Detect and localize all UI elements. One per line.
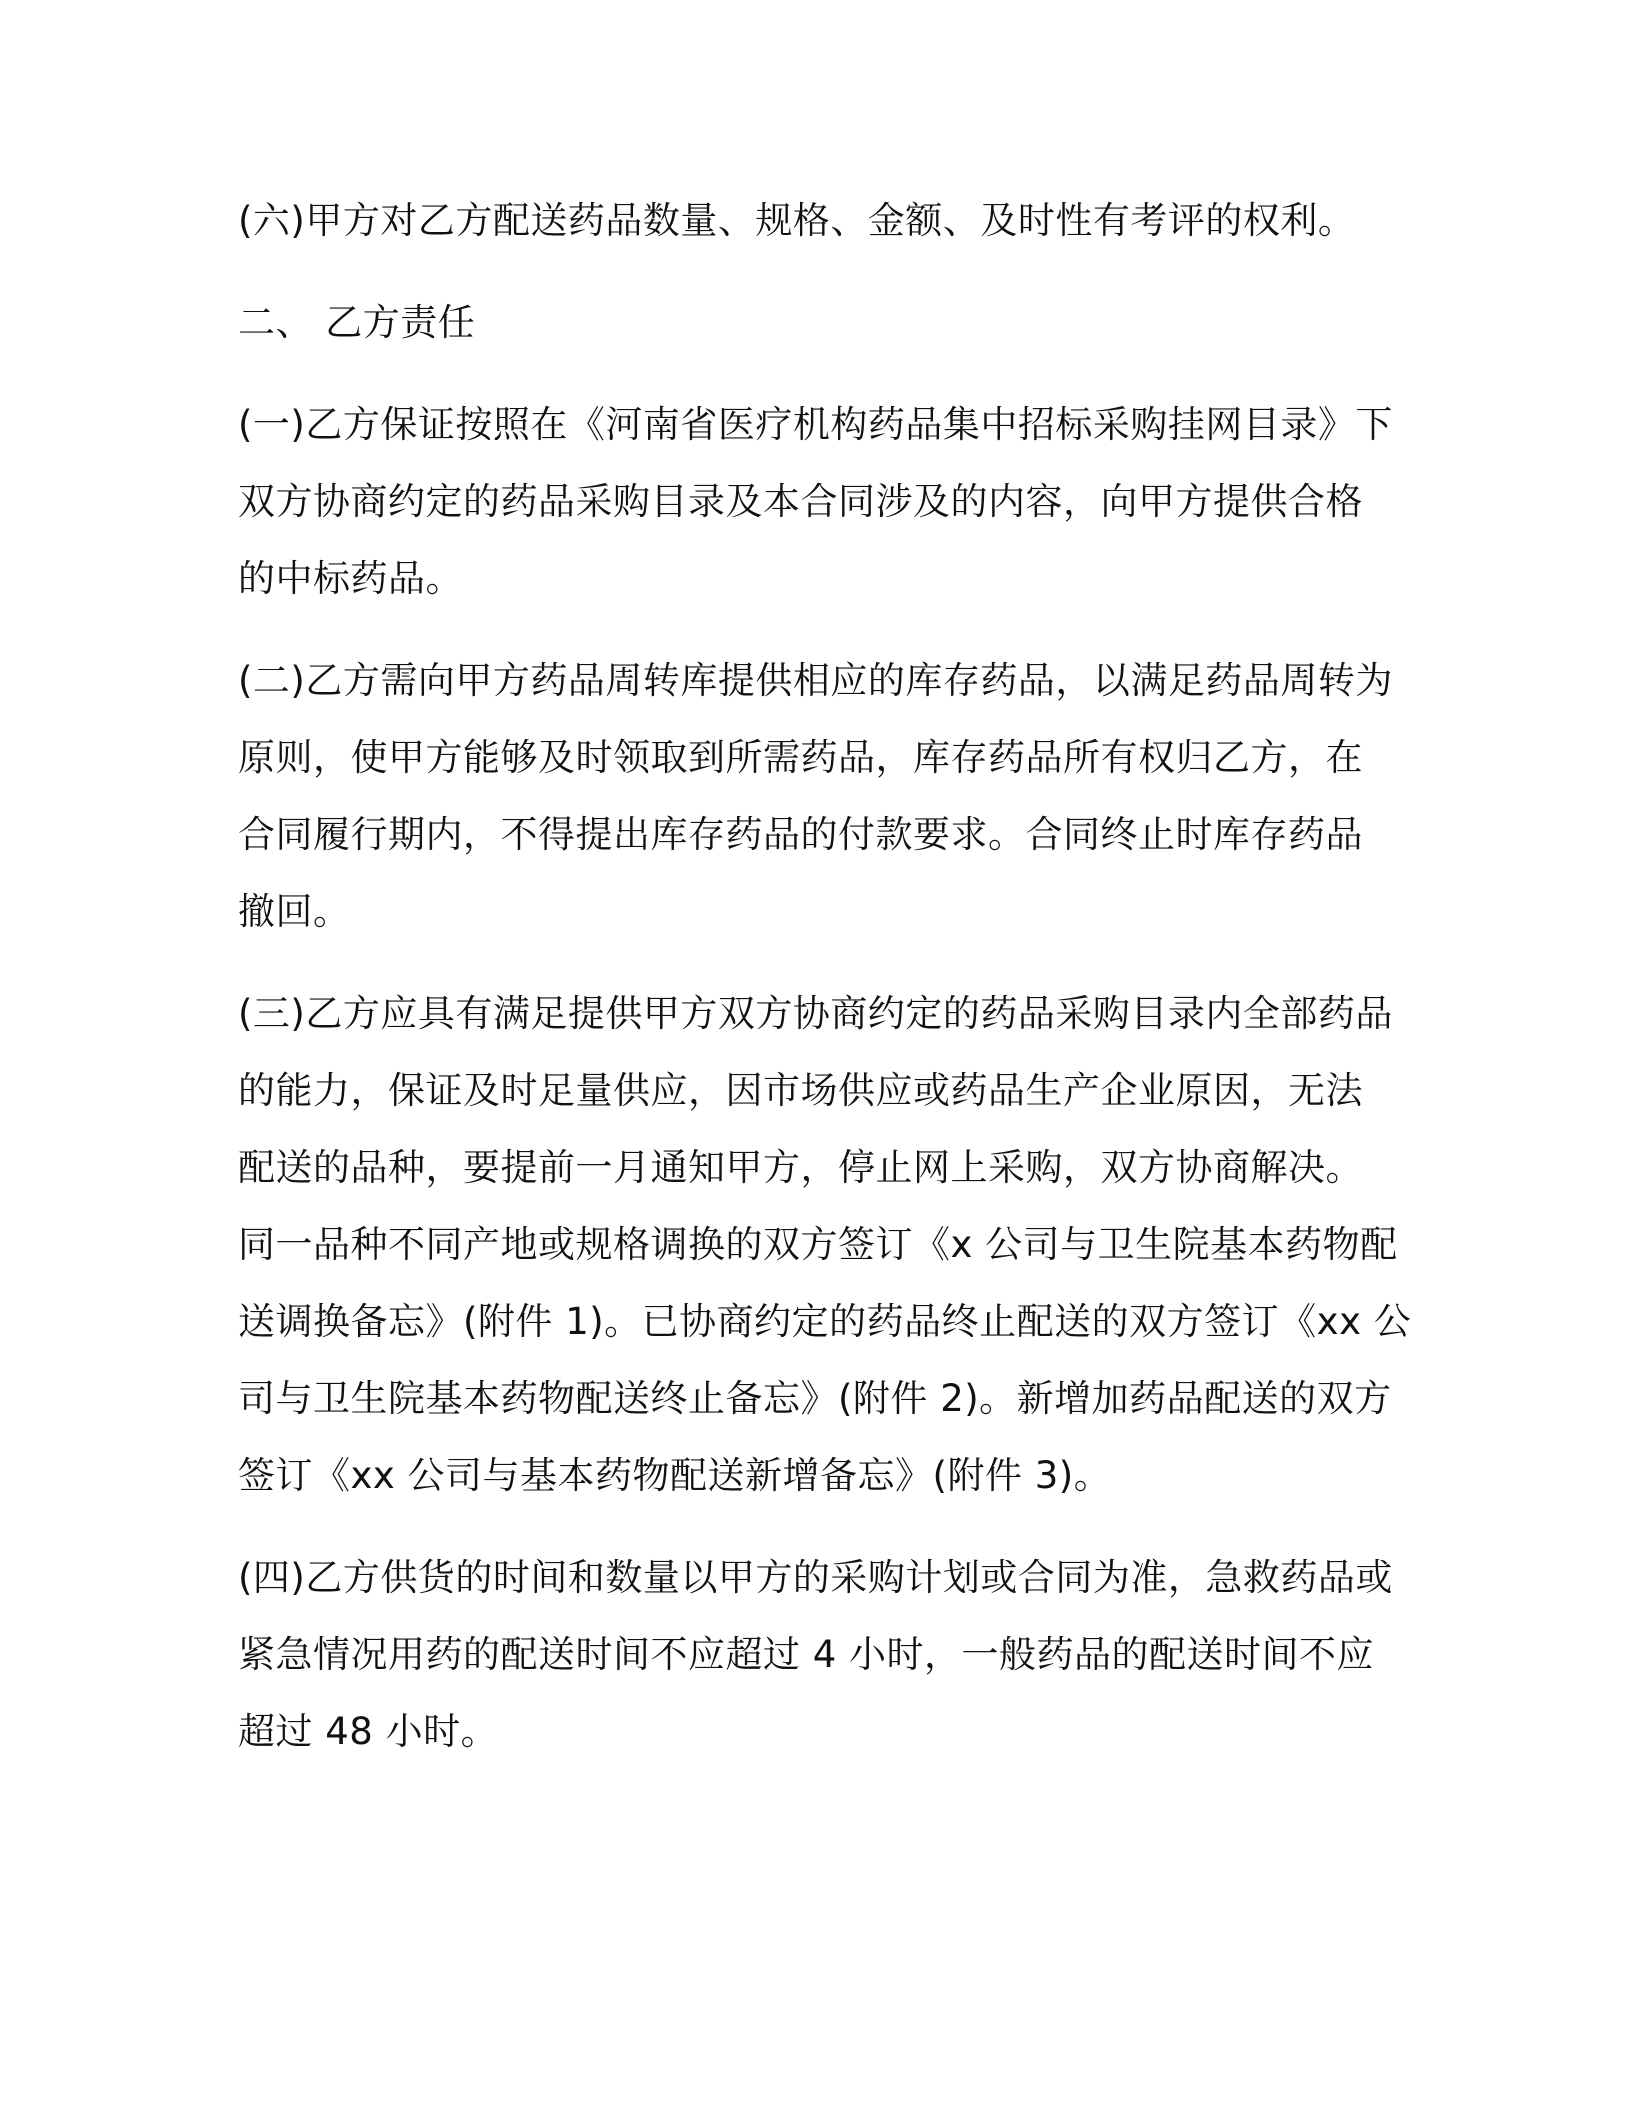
paragraph-line: 紧急情况用药的配送时间不应超过 4 小时，一般药品的配送时间不应 [238, 1633, 1375, 1676]
heading-line: 二、 乙方责任 [238, 301, 476, 344]
paragraph-line: (四)乙方供货的时间和数量以甲方的采购计划或合同为准，急救药品或 [238, 1556, 1393, 1599]
paragraph-line: 的中标药品。 [238, 557, 463, 600]
paragraph-item-one [238, 386, 1398, 617]
paragraph-line: 同一品种不同产地或规格调换的双方签订《x 公司与卫生院基本药物配 [238, 1223, 1398, 1266]
paragraph-item-three [238, 975, 1412, 1514]
paragraph-line: 签订《xx 公司与基本药物配送新增备忘》(附件 3)。 [238, 1454, 1112, 1497]
paragraph-line: (三)乙方应具有满足提供甲方双方协商约定的药品采购目录内全部药品 [238, 992, 1393, 1035]
paragraph-line: (六)甲方对乙方配送药品数量、规格、金额、及时性有考评的权利。 [238, 199, 1356, 242]
paragraph-line: 撤回。 [238, 890, 351, 933]
paragraph-item-six [238, 182, 1398, 259]
paragraph-line: 送调换备忘》(附件 1)。已协商约定的药品终止配送的双方签订《xx 公 [238, 1300, 1412, 1343]
document-body [238, 182, 1412, 1795]
paragraph-line: 司与卫生院基本药物配送终止备忘》(附件 2)。新增加药品配送的双方 [238, 1377, 1392, 1420]
paragraph-item-four [238, 1539, 1398, 1770]
paragraph-item-two [238, 642, 1398, 950]
paragraph-line: 超过 48 小时。 [238, 1710, 499, 1753]
paragraph-line: 双方协商约定的药品采购目录及本合同涉及的内容，向甲方提供合格 [238, 480, 1363, 523]
section-heading-party-b-duties [238, 284, 1398, 361]
paragraph-line: (一)乙方保证按照在《河南省医疗机构药品集中招标采购挂网目录》下 [238, 403, 1393, 446]
paragraph-line: 配送的品种，要提前一月通知甲方，停止网上采购，双方协商解决。 [238, 1146, 1363, 1189]
paragraph-line: 合同履行期内，不得提出库存药品的付款要求。合同终止时库存药品 [238, 813, 1363, 856]
paragraph-line: 原则，使甲方能够及时领取到所需药品，库存药品所有权归乙方，在 [238, 736, 1363, 779]
paragraph-line: 的能力，保证及时足量供应，因市场供应或药品生产企业原因，无法 [238, 1069, 1363, 1112]
paragraph-line: (二)乙方需向甲方药品周转库提供相应的库存药品，以满足药品周转为 [238, 659, 1393, 702]
